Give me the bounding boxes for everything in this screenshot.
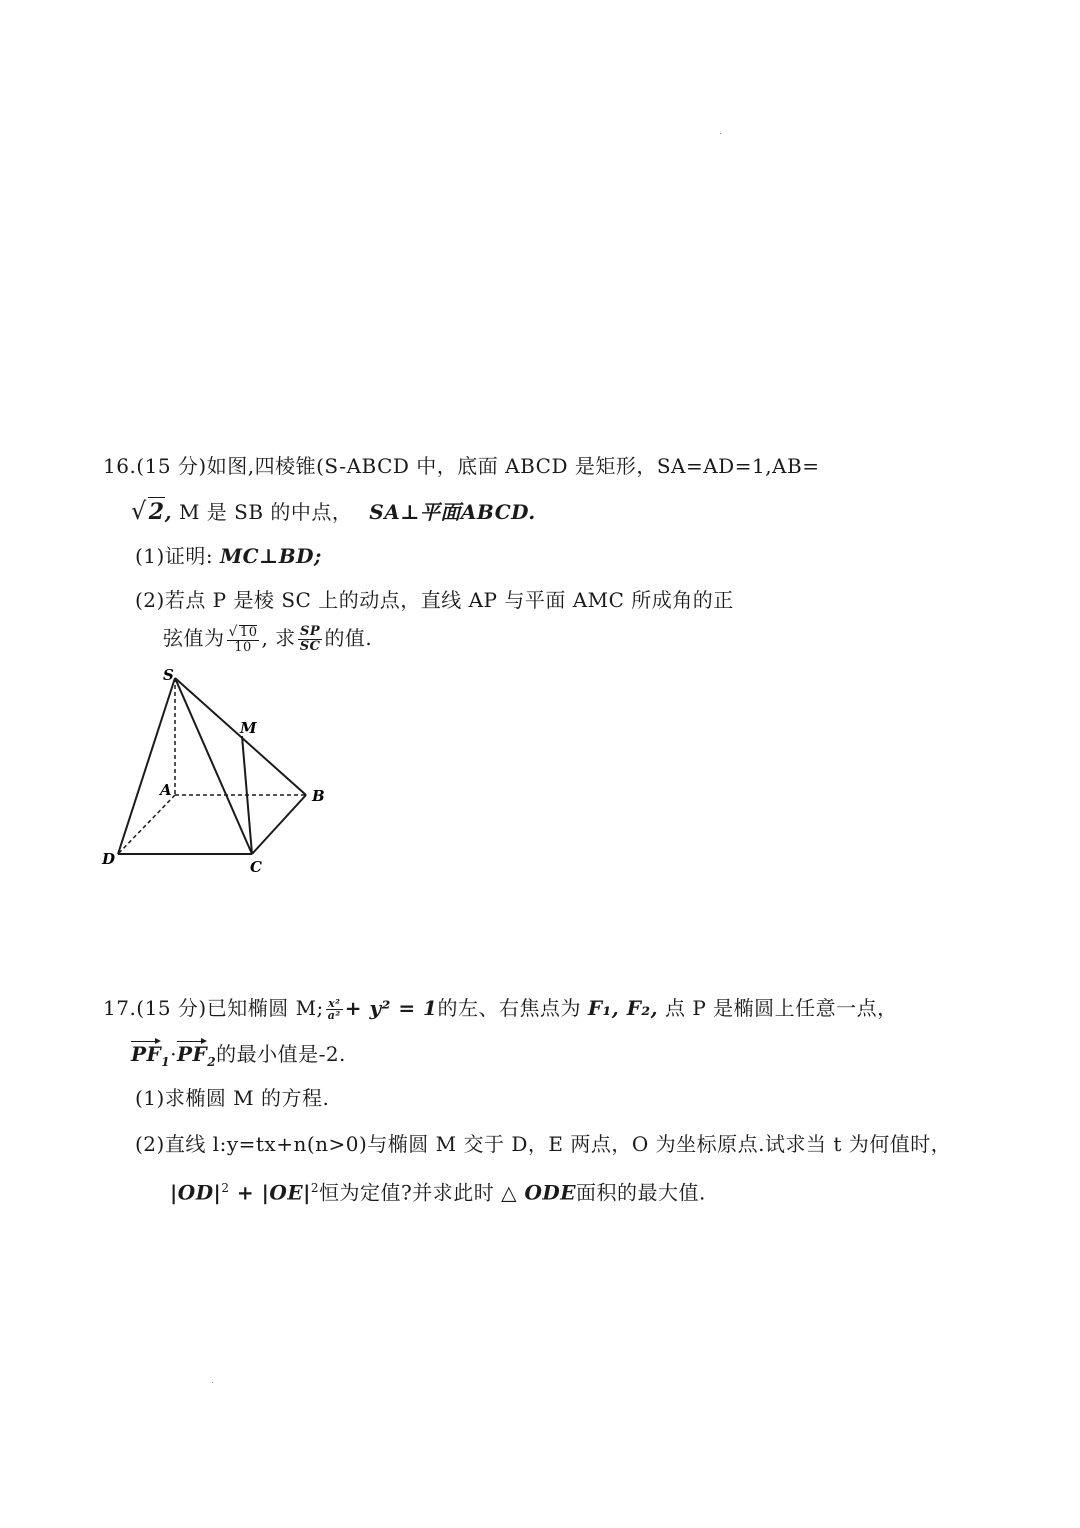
vec1-text: PF xyxy=(131,1042,162,1066)
q16-part2-line1 xyxy=(135,586,734,614)
sqrt-symbol: √ xyxy=(131,497,147,525)
q17-part2-line1 xyxy=(135,1130,951,1158)
pyramid-figure xyxy=(96,662,346,882)
q17-part2-end: 面积的最大值. xyxy=(575,1180,706,1205)
frac2-den: SC xyxy=(299,639,321,654)
scan-speck-top xyxy=(720,133,721,134)
fraction-sqrt10-over-10: $\frac{√ 10}{10}$ xyxy=(228,623,258,655)
q17-frac-num: x² xyxy=(326,998,343,1010)
fraction-sp-over-sc xyxy=(298,625,323,654)
q16-part1-prefix: (1)证明: xyxy=(135,544,214,568)
q17-line1-prefix: 17.(15 分)已知椭圆 M; xyxy=(103,996,324,1020)
q17-line1-suffix: 点 P 是椭圆上任意一点， xyxy=(664,996,898,1020)
q17-foci: F₁, F₂, xyxy=(587,996,659,1020)
q17-part2-line2 xyxy=(170,1174,706,1207)
q17-line2-suffix: 的最小值是-2. xyxy=(216,1042,346,1066)
q17-frac-den: a² xyxy=(327,1009,341,1022)
q17-part2-text: 恒为定值?并求此时 xyxy=(319,1180,502,1205)
q16-line2 xyxy=(131,497,536,526)
frac-num: 10 xyxy=(239,624,258,640)
q16-line2-text: M 是 SB 的中点， xyxy=(178,500,353,524)
vec2-sub: 2 xyxy=(207,1055,217,1069)
vec1-sub: 1 xyxy=(161,1055,171,1069)
dot-operator: · xyxy=(170,1042,177,1066)
q16-part1-math: MC⊥BD; xyxy=(219,544,322,568)
edge-SD xyxy=(118,678,175,854)
q17-line1 xyxy=(103,994,898,1022)
q16-line1 xyxy=(103,452,819,480)
scan-speck-bottom xyxy=(212,1382,213,1383)
vector-PF1 xyxy=(131,1040,161,1068)
q17-od: |OD| xyxy=(170,1180,222,1205)
q17-triangle: △ ODE xyxy=(501,1180,576,1205)
q17-part1-text: (1)求椭圆 M 的方程. xyxy=(135,1086,330,1110)
frac2-num: SP xyxy=(298,625,323,640)
q16-line1-text: 16.(15 分)如图,四棱锥(S-ABCD 中，底面 ABCD 是矩形，SA=AD=1,AB= xyxy=(103,454,820,478)
q17-plus: + xyxy=(229,1180,262,1205)
q17-equation: + y² = 1 xyxy=(344,996,438,1020)
vec2-text: PF xyxy=(176,1042,208,1066)
q16-line2-math: SA⊥平面ABCD. xyxy=(369,500,536,524)
edge-CB xyxy=(252,795,306,854)
label-C: C xyxy=(250,858,262,876)
edge-SC xyxy=(175,678,252,854)
label-B: B xyxy=(312,787,325,805)
q17-oe-sup: 2 xyxy=(310,1181,320,1195)
fraction-x2-over-a2 xyxy=(326,998,343,1021)
q16-part2-suffix: 的值. xyxy=(324,626,373,650)
label-A: A xyxy=(160,781,172,799)
q17-line1-mid: 的左、右焦点为 xyxy=(437,996,581,1020)
label-M: M xyxy=(240,719,257,737)
vector-PF2 xyxy=(177,1040,207,1068)
q16-comma: , xyxy=(164,500,173,524)
q17-od-sup: 2 xyxy=(221,1181,230,1195)
q17-part1 xyxy=(135,1084,329,1112)
q16-part2-mid: , 求 xyxy=(261,626,296,650)
q17-oe: |OE| xyxy=(261,1180,311,1205)
q16-part2-line2-prefix: 弦值为 xyxy=(163,626,225,650)
q17-line2 xyxy=(131,1040,346,1076)
frac-den: 10 xyxy=(234,639,252,655)
q16-part2-line1-text: (2)若点 P 是棱 SC 上的动点，直线 AP 与平面 AMC 所成角的正 xyxy=(135,588,734,612)
q16-part2-line2 xyxy=(163,624,372,655)
q16-part1 xyxy=(135,542,322,570)
label-D: D xyxy=(102,850,116,868)
q17-part2-line1-text: (2)直线 l:y=tx+n(n>0)与椭圆 M 交于 D，E 两点，O 为坐标原点.试求当 t 为何值时， xyxy=(135,1132,952,1156)
sqrt-value: 2 xyxy=(148,499,165,525)
label-S: S xyxy=(163,666,174,684)
